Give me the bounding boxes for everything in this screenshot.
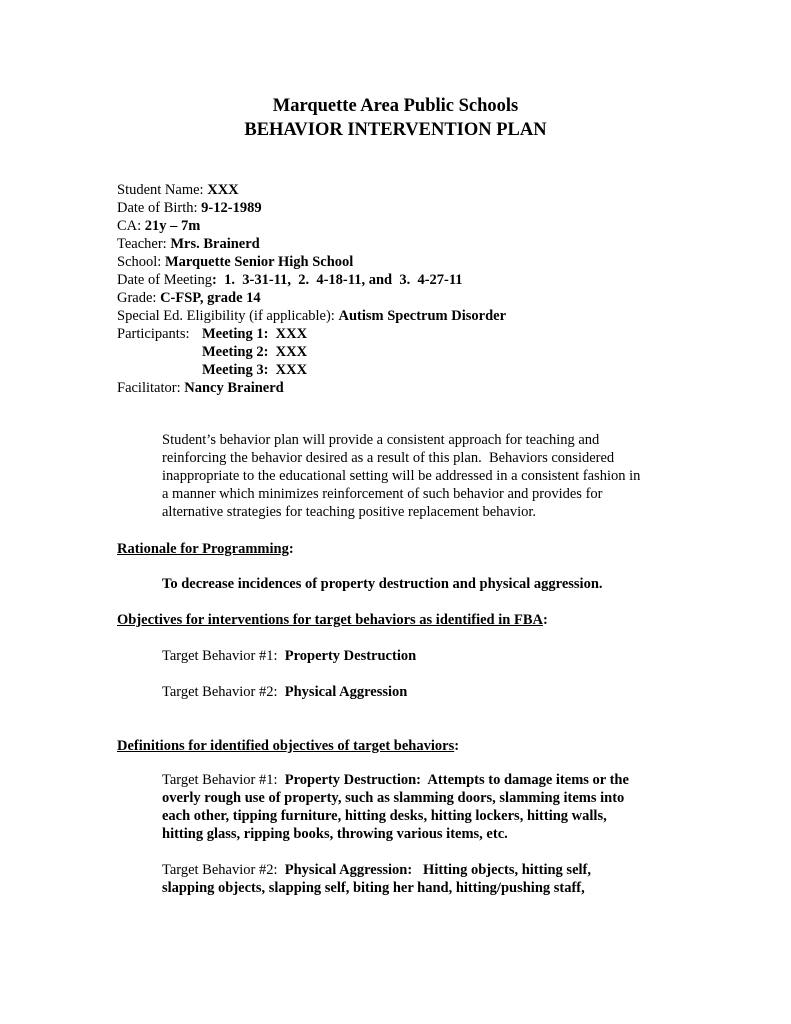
definition-tb1 bbox=[162, 771, 682, 843]
tb1-label: Target Behavior #1: bbox=[162, 772, 278, 788]
intro-line: Student’s behavior plan will provide a consistent approach for teaching and bbox=[162, 432, 600, 448]
eligibility-value: Autism Spectrum Disorder bbox=[338, 308, 507, 324]
grade-label: Grade: bbox=[117, 290, 157, 306]
definition-tb2 bbox=[162, 861, 682, 897]
participant-meeting-1: Meeting 1: XXX bbox=[202, 326, 308, 342]
ca-row bbox=[117, 217, 506, 235]
facilitator-label: Facilitator: bbox=[117, 380, 181, 396]
tb1-line: each other, tipping furniture, hitting desks, hitting lockers, hitting walls, bbox=[162, 808, 607, 824]
intro-line: inappropriate to the educational setting will be addressed in a consistent fashion in bbox=[162, 468, 641, 484]
tb2-label: Target Behavior #2: bbox=[162, 862, 278, 878]
student-name-value: XXX bbox=[207, 182, 239, 198]
participant-meeting-2: Meeting 2: XXX bbox=[202, 344, 308, 360]
objective-item-1 bbox=[162, 647, 416, 665]
intro-line: alternative strategies for teaching positive replacement behavior. bbox=[162, 504, 537, 520]
eligibility-label: Special Ed. Eligibility (if applicable): bbox=[117, 308, 335, 324]
eligibility-row bbox=[117, 307, 506, 325]
participants-row bbox=[117, 343, 506, 361]
objective-2-label: Target Behavior #2: bbox=[162, 684, 278, 700]
meeting-date-value: : 1. 3-31-11, 2. 4-18-11, and 3. 4-27-11 bbox=[212, 272, 463, 288]
objective-item-2 bbox=[162, 683, 407, 701]
dob-value: 9-12-1989 bbox=[201, 200, 262, 216]
dob-row bbox=[117, 199, 506, 217]
intro-line: a manner which minimizes reinforcement of such behavior and provides for bbox=[162, 486, 603, 502]
teacher-value: Mrs. Brainerd bbox=[170, 236, 260, 252]
objectives-heading bbox=[117, 611, 548, 629]
ca-label: CA: bbox=[117, 218, 142, 234]
student-info bbox=[117, 181, 506, 397]
org-title: Marquette Area Public Schools bbox=[272, 96, 519, 116]
definitions-heading-colon: : bbox=[454, 738, 460, 754]
objectives-heading-text: Objectives for interventions for target behaviors as identified in FBA bbox=[117, 612, 543, 628]
school-value: Marquette Senior High School bbox=[164, 254, 354, 270]
rationale-heading-text: Rationale for Programming bbox=[117, 541, 289, 557]
teacher-row bbox=[117, 235, 506, 253]
objective-2-value: Physical Aggression bbox=[284, 684, 408, 700]
objective-1-value: Property Destruction bbox=[284, 648, 417, 664]
school-row bbox=[117, 253, 506, 271]
rationale-heading-colon: : bbox=[288, 541, 294, 557]
objectives-heading-colon: : bbox=[542, 612, 548, 628]
student-name-label: Student Name: bbox=[117, 182, 204, 198]
tb1-line: hitting glass, ripping books, throwing various items, etc. bbox=[162, 826, 508, 842]
participants-row bbox=[117, 361, 506, 379]
meeting-date-row bbox=[117, 271, 506, 289]
intro-line: reinforcing the behavior desired as a result of this plan. Behaviors considered bbox=[162, 450, 615, 466]
tb2-first-line: Physical Aggression: Hitting objects, hitting self, bbox=[284, 862, 591, 878]
meeting-date-label: Date of Meeting bbox=[117, 272, 213, 288]
teacher-label: Teacher: bbox=[117, 236, 167, 252]
dob-label: Date of Birth: bbox=[117, 200, 198, 216]
school-label: School: bbox=[117, 254, 162, 270]
tb1-first-line: Property Destruction: Attempts to damage items or the bbox=[284, 772, 629, 788]
grade-row bbox=[117, 289, 506, 307]
rationale-text: To decrease incidences of property destruction and physical aggression. bbox=[162, 576, 603, 592]
facilitator-value: Nancy Brainerd bbox=[184, 380, 284, 396]
rationale-heading bbox=[117, 540, 294, 558]
tb1-line: overly rough use of property, such as slamming doors, slamming items into bbox=[162, 790, 625, 806]
student-name-row bbox=[117, 181, 506, 199]
facilitator-row bbox=[117, 379, 506, 397]
intro-paragraph bbox=[162, 431, 682, 521]
tb2-line: slapping objects, slapping self, biting her hand, hitting/pushing staff, bbox=[162, 880, 585, 896]
participants-label: Participants: bbox=[117, 326, 190, 342]
definitions-heading bbox=[117, 737, 459, 755]
participant-meeting-3: Meeting 3: XXX bbox=[202, 362, 308, 378]
grade-value: C-FSP, grade 14 bbox=[160, 290, 261, 306]
participants-row bbox=[117, 325, 506, 343]
definitions-heading-text: Definitions for identified objectives of target behaviors bbox=[117, 738, 455, 754]
objective-1-label: Target Behavior #1: bbox=[162, 648, 278, 664]
document-title: BEHAVIOR INTERVENTION PLAN bbox=[244, 120, 547, 140]
ca-value: 21y – 7m bbox=[144, 218, 201, 234]
